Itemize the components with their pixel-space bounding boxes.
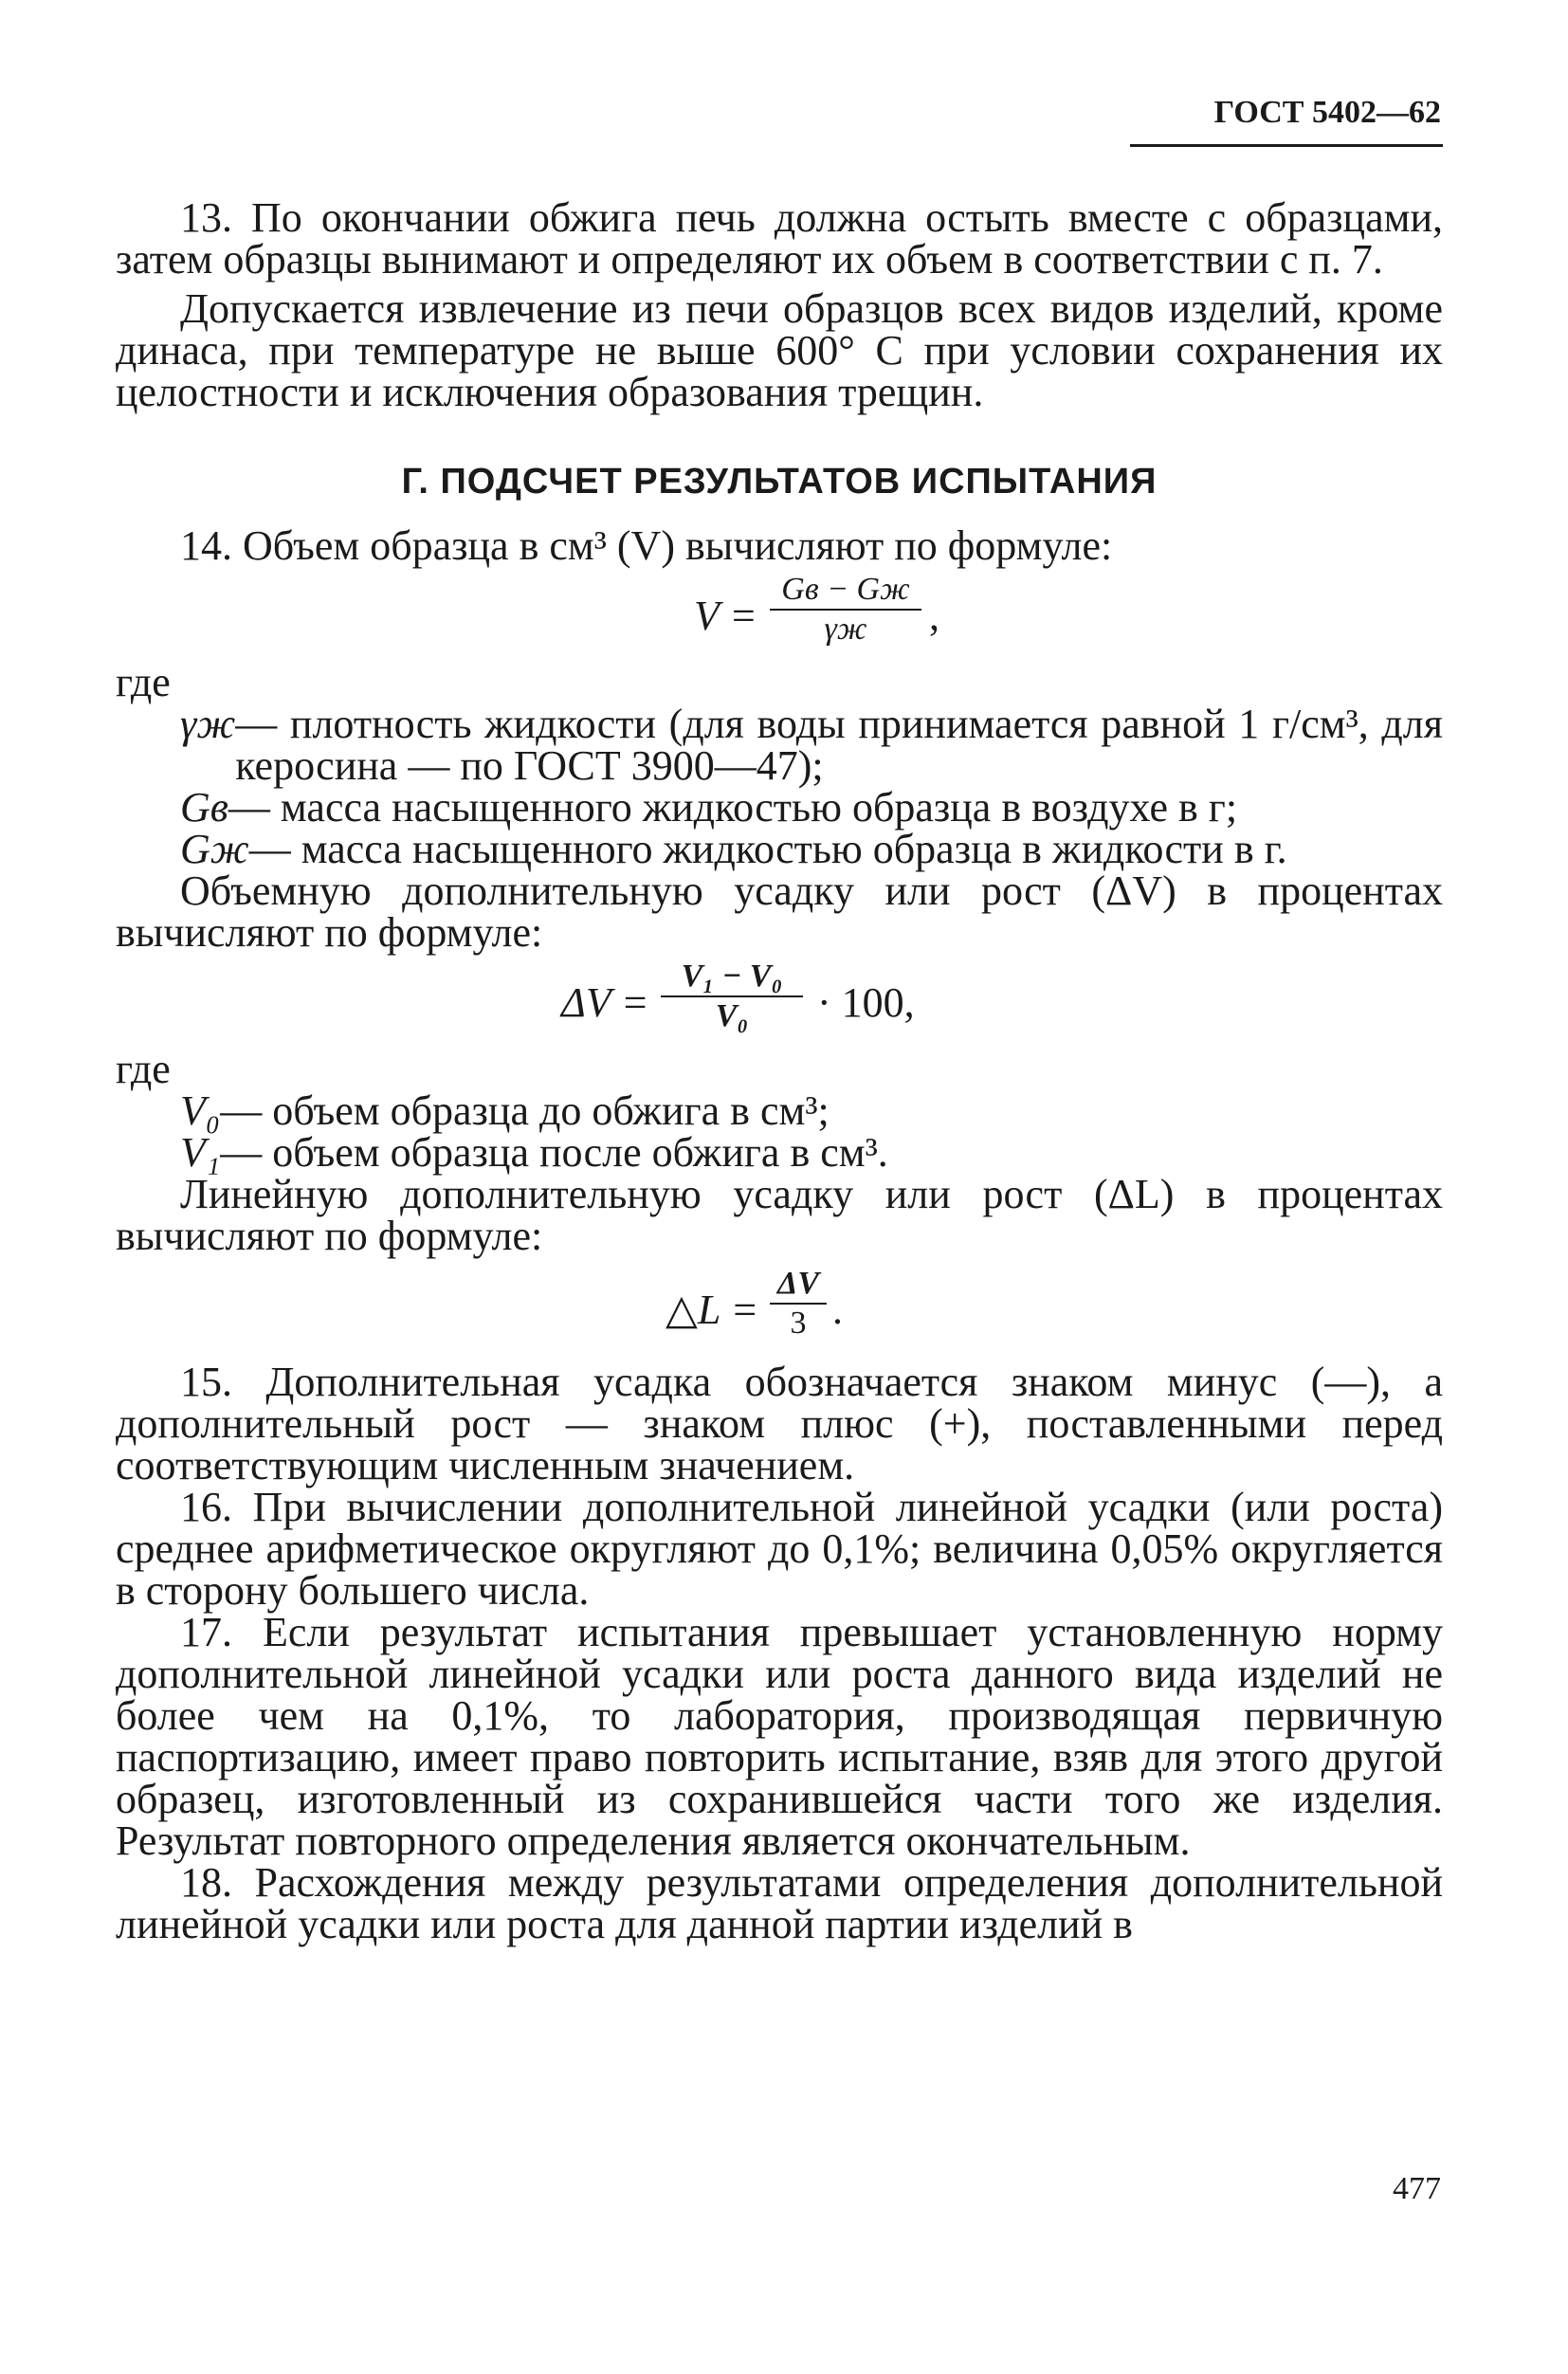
formula-linear-change-numerator: ΔV bbox=[777, 1266, 819, 1301]
formula-linear-change-tail: . bbox=[832, 1287, 843, 1333]
where-label-2: где bbox=[116, 1046, 171, 1092]
formula-volume-numerator: Gв − Gж bbox=[781, 572, 910, 607]
paragraph-16: 16. При вычислении дополнительной линейной усадки (или роста) среднее арифметическое округляют до 0,1%; величина 0,05% округляется в сторону большего числа. bbox=[116, 1484, 1443, 1614]
formula-linear-change-lhs: △L = bbox=[665, 1287, 759, 1333]
formula-volume-change-lhs: ΔV = bbox=[561, 979, 649, 1026]
formula-volume-lhs: V = bbox=[694, 593, 757, 639]
definition-item bbox=[180, 703, 1443, 787]
paragraph-14-intro: 14. Объем образца в см³ (V) вычисляют по формуле: bbox=[180, 522, 1113, 569]
definition-item bbox=[180, 826, 1443, 872]
definition-text: — объем образца после обжига в см³. bbox=[220, 1129, 888, 1176]
definition-symbol: V₁ bbox=[180, 1129, 221, 1176]
formula-volume-tail: , bbox=[929, 593, 939, 639]
paragraph-17: 17. Если результат испытания превышает установленную норму дополнительной линейной усадки или роста данного вида изделий не более чем на 0,1%, то лаборатория, производящая первичную паспортизацию, имеет право повторить испытание, взяв для этого другой образец, изготовленный из сохранившейся части того же изделия. Результат повторного определения является окончательным. bbox=[116, 1609, 1443, 1864]
header-rule bbox=[1130, 144, 1443, 147]
paragraph-13: 13. По окончании обжига печь должна остыть вместе с образцами, затем образцы вынимают и определяют их объем в соответствии с п. 7. bbox=[116, 194, 1443, 283]
definition-symbol: V₀ bbox=[180, 1087, 221, 1134]
definition-item bbox=[180, 1129, 1443, 1176]
formula-volume-change-fraction bbox=[661, 958, 803, 1035]
paragraph-13b: Допускается извлечение из печи образцов всех видов изделий, кроме динаса, при температуре не выше 600° С при условии сохранения их целостности и исключения образования трещин. bbox=[116, 285, 1443, 415]
where-label-1: где bbox=[116, 659, 171, 705]
linear-shrinkage-intro: Линейную дополнительную усадку или рост (ΔL) в процентах вычисляют по формуле: bbox=[116, 1171, 1443, 1259]
definitions-2 bbox=[180, 1087, 1443, 1176]
formula-linear-change-denominator: 3 bbox=[790, 1306, 807, 1341]
page-number: 477 bbox=[1393, 2171, 1441, 2206]
formula-volume-change-tail: · 100, bbox=[817, 979, 915, 1026]
definition-text: — масса насыщенного жидкостью образца в жидкости в г. bbox=[248, 826, 1287, 872]
definition-item bbox=[180, 784, 1443, 831]
formula-volume-change-denominator: V₀ bbox=[715, 998, 749, 1033]
paragraph-18: 18. Расхождения между результатами определения дополнительной линейной усадки или роста для данной партии изделий в bbox=[116, 1859, 1443, 1947]
formula-volume-change-numerator: V₁ − V₀ bbox=[681, 959, 783, 994]
definition-text: — объем образца до обжига в см³; bbox=[220, 1087, 830, 1134]
formula-volume-fraction bbox=[770, 571, 921, 648]
formula-linear-change bbox=[116, 1257, 1443, 1361]
formula-volume-denominator: γж bbox=[824, 612, 867, 647]
definition-item bbox=[180, 1087, 1443, 1134]
formula-volume-change bbox=[116, 954, 1443, 1049]
definition-text: — масса насыщенного жидкостью образца в воздухе в г; bbox=[228, 784, 1238, 831]
definitions-1 bbox=[180, 703, 1443, 870]
definition-symbol: Gж bbox=[180, 826, 249, 872]
paragraph-15: 15. Дополнительная усадка обозначается знаком минус (—), а дополнительный рост — знаком плюс (+), поставленными перед соответствующим численным значением. bbox=[116, 1359, 1443, 1488]
volume-shrinkage-intro: Объемную дополнительную усадку или рост (ΔV) в процентах вычисляют по формуле: bbox=[116, 867, 1443, 956]
formula-volume bbox=[116, 567, 1443, 662]
document-body bbox=[116, 194, 1443, 1947]
definition-symbol: Gв bbox=[180, 784, 228, 831]
definition-text: — плотность жидкости (для воды принимается равной 1 г/см³, для керосина — по ГОСТ 3900—47); bbox=[235, 701, 1443, 789]
definition-symbol: γж bbox=[180, 701, 236, 747]
section-heading: Г. ПОДСЧЕТ РЕЗУЛЬТАТОВ ИСПЫТАНИЯ bbox=[401, 462, 1158, 502]
standard-header: ГОСТ 5402—62 bbox=[1213, 95, 1441, 130]
formula-linear-change-fraction bbox=[770, 1265, 827, 1342]
